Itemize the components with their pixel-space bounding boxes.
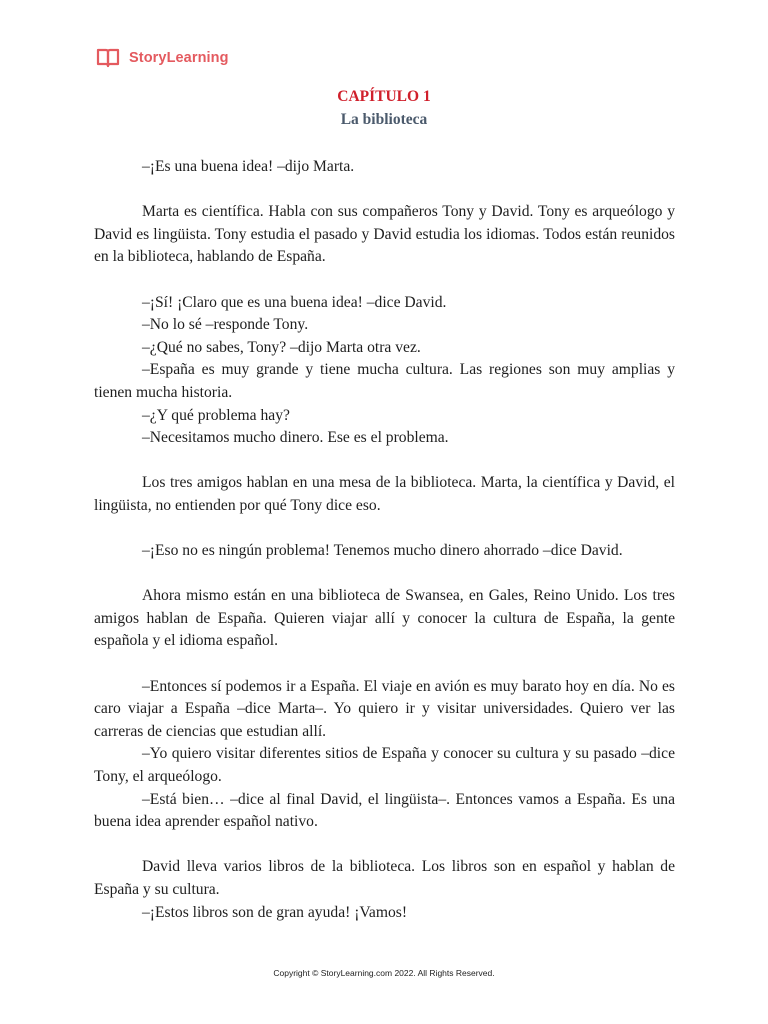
paragraph: –Entonces sí podemos ir a España. El viaje en avión es muy barato hoy en día. No es caro viajar a España –dice Marta–. Yo quiero ir y visitar universidades. Quiero ver las carreras de ciencias que estudian allí. (94, 677, 675, 740)
paragraph-spacer (94, 563, 675, 586)
brand-logo (96, 47, 229, 69)
paragraph: Los tres amigos hablan en una mesa de la biblioteca. Marta, la científica y David, el lingüista, no entienden por qué Tony dice eso. (94, 474, 675, 514)
paragraph: –España es muy grande y tiene mucha cultura. Las regiones son muy amplias y tienen mucha historia. (94, 361, 675, 401)
open-book-icon (96, 47, 120, 69)
story-body (94, 156, 675, 924)
copyright-footer: Copyright © StoryLearning.com 2022. All Rights Reserved. (273, 968, 495, 978)
paragraph: Ahora mismo están en una biblioteca de Swansea, en Gales, Reino Unido. Los tres amigos hablan de España. Quieren viajar allí y conocer la cultura de España, la gente española y el idioma español. (94, 587, 675, 650)
paragraph: –Necesitamos mucho dinero. Ese es el problema. (142, 429, 449, 447)
paragraph: David lleva varios libros de la biblioteca. Los libros son en español y hablan de España y su cultura. (94, 858, 675, 898)
paragraph: Marta es científica. Habla con sus compañeros Tony y David. Tony es arqueólogo y David es lingüista. Tony estudia el pasado y David estudia los idiomas. Todos están reunidos en la biblioteca, hablando de España. (94, 203, 675, 266)
chapter-subtitle: La biblioteca (340, 111, 428, 128)
paragraph-spacer (94, 834, 675, 857)
paragraph-spacer (94, 450, 675, 473)
paragraph: –¡Eso no es ningún problema! Tenemos mucho dinero ahorrado –dice David. (142, 542, 623, 560)
paragraph: –No lo sé –responde Tony. (142, 316, 309, 334)
paragraph-spacer (94, 269, 675, 292)
chapter-title: CAPÍTULO 1 (337, 88, 431, 105)
paragraph-spacer (94, 179, 675, 202)
paragraph: –¿Y qué problema hay? (142, 406, 290, 424)
paragraph: –Está bien… –dice al final David, el lingüista–. Entonces vamos a España. Es una buena idea aprender español nativo. (94, 790, 675, 831)
paragraph: –¡Es una buena idea! –dijo Marta. (142, 158, 355, 175)
paragraph: –¡Sí! ¡Claro que es una buena idea! –dice David. (142, 293, 447, 311)
brand-name: StoryLearning (129, 50, 229, 66)
paragraph: –Yo quiero visitar diferentes sitios de España y conocer su cultura y su pasado –dice Tony, el arqueólogo. (94, 745, 675, 786)
paragraph-spacer (94, 653, 675, 676)
paragraph: –¡Estos libros son de gran ayuda! ¡Vamos! (142, 903, 408, 921)
paragraph: –¿Qué no sabes, Tony? –dijo Marta otra vez. (142, 338, 421, 356)
paragraph-spacer (94, 518, 675, 541)
